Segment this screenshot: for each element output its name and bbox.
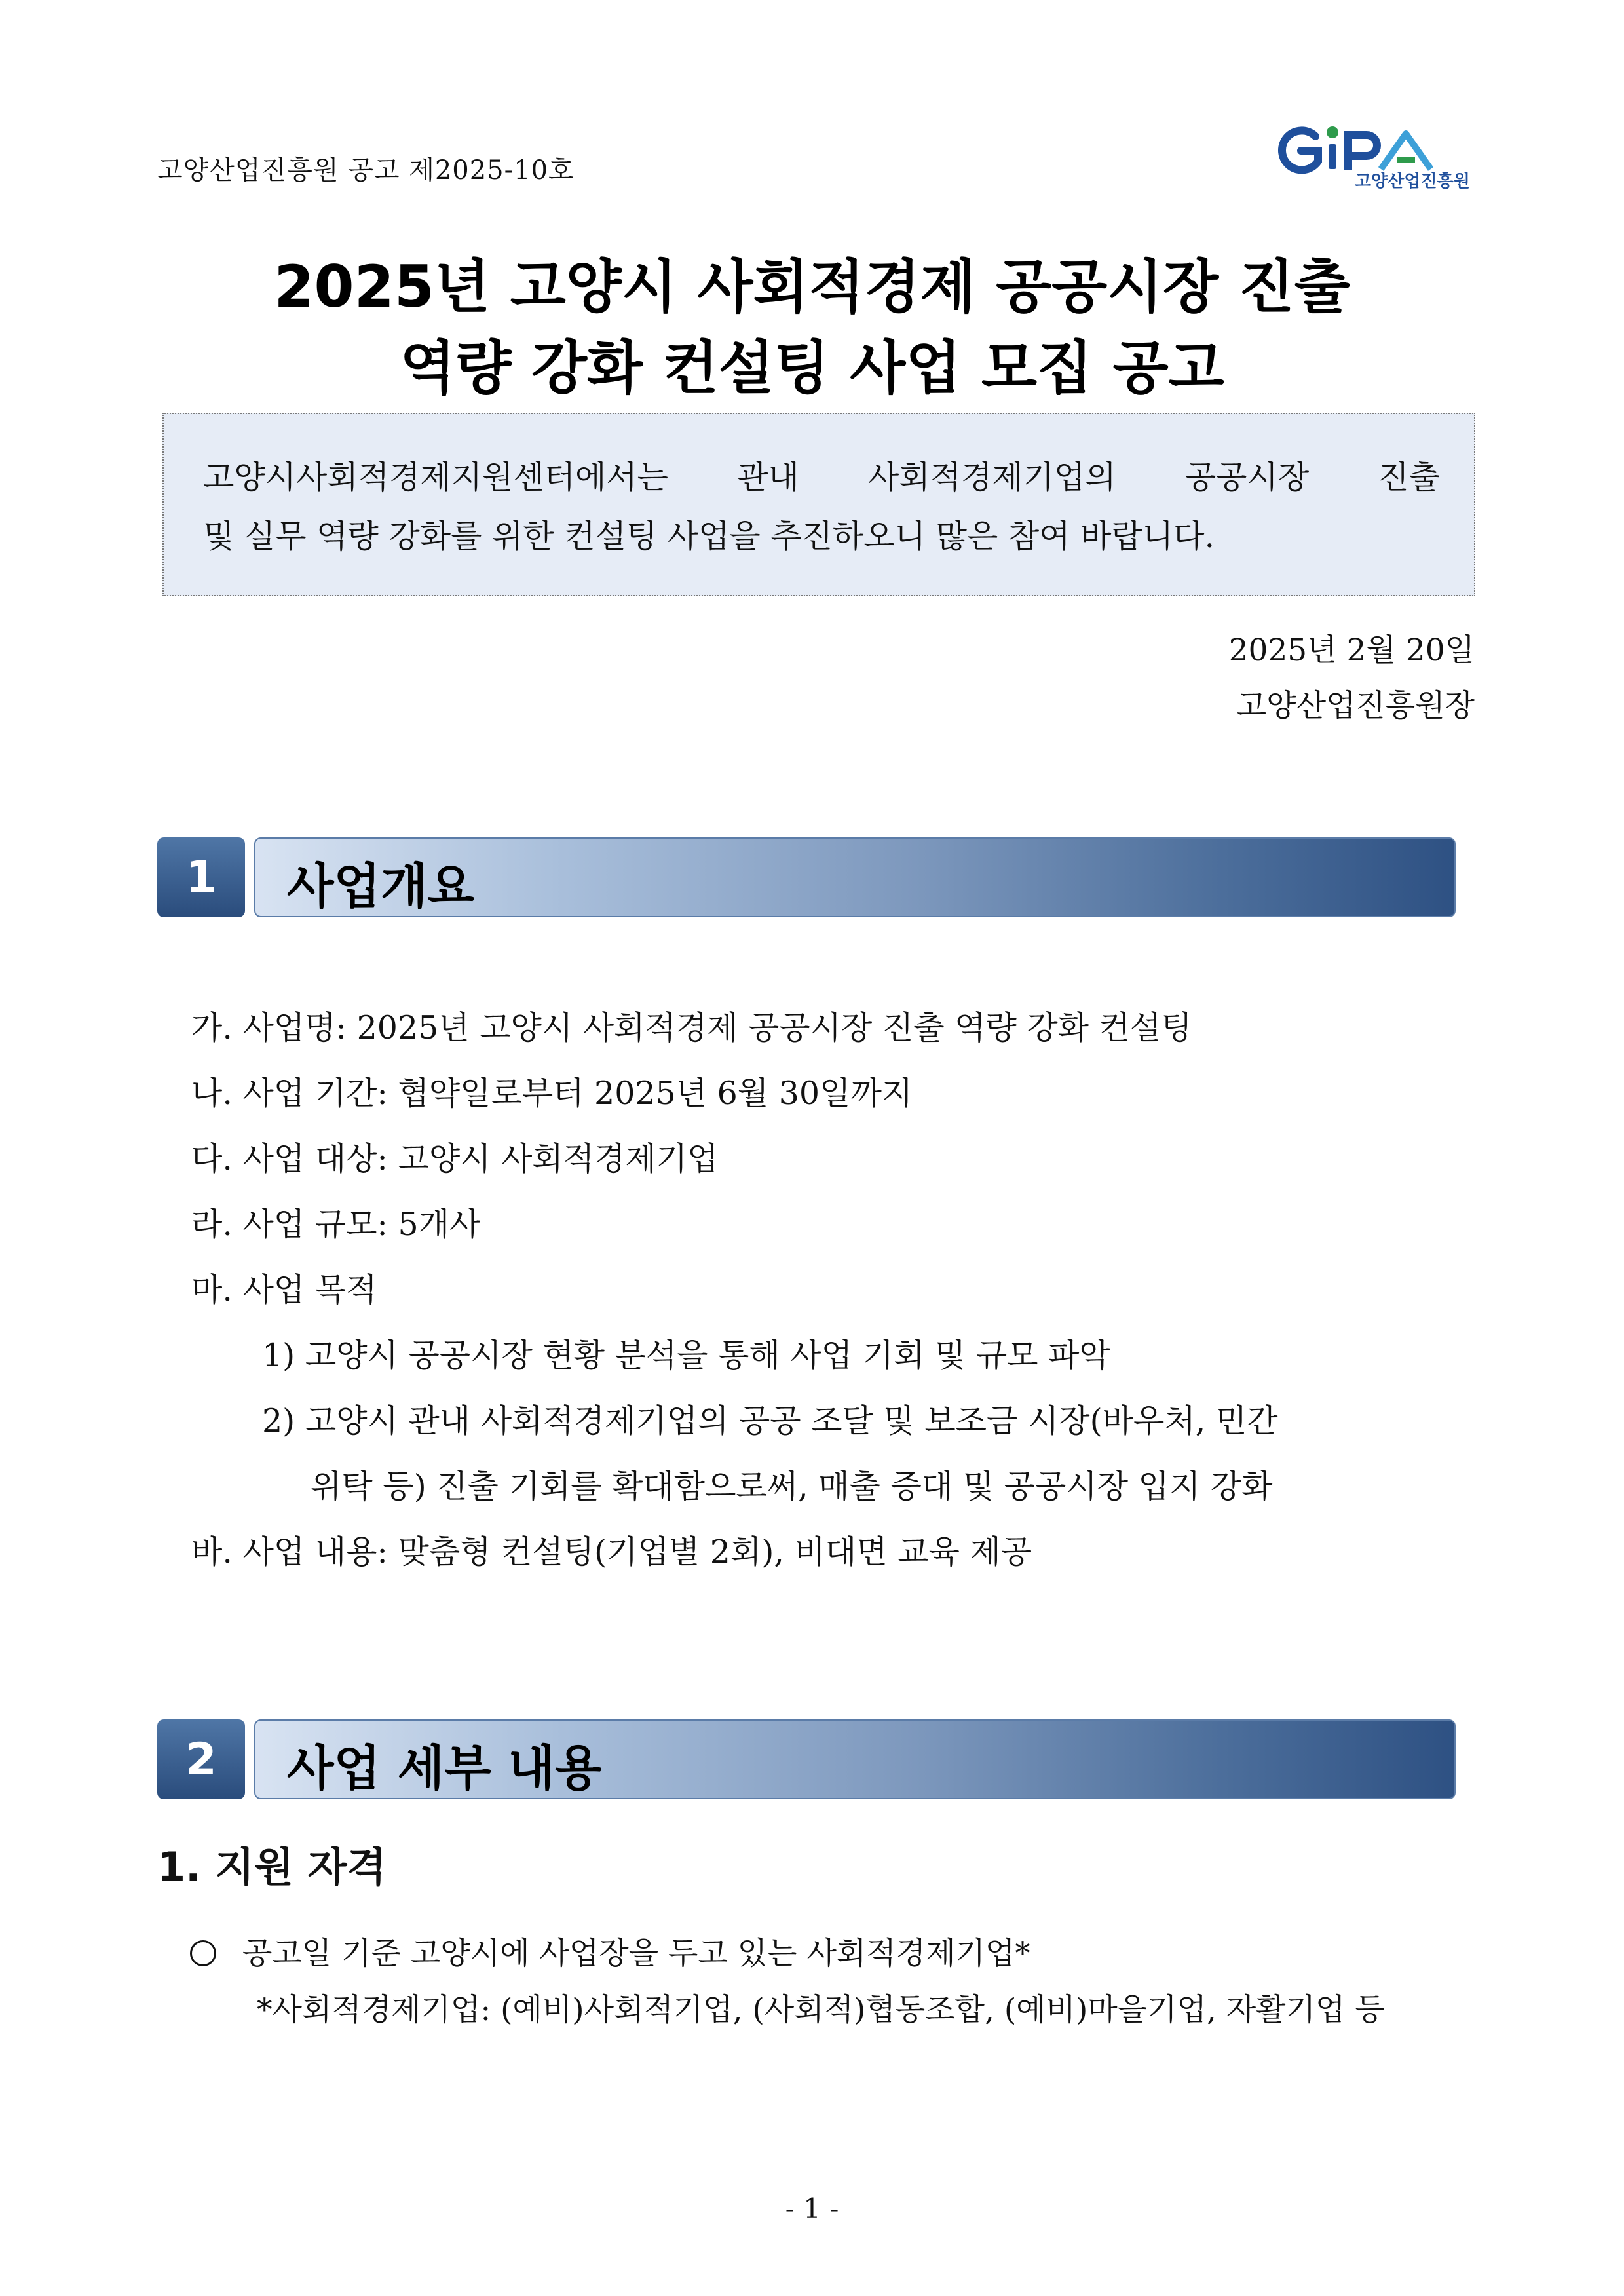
list-item: 나. 사업 기간: 협약일로부터 2025년 6월 30일까지 [191, 1075, 913, 1112]
section-title-bar [254, 1719, 1456, 1799]
gipa-logo [1277, 123, 1487, 195]
intro-box [162, 413, 1475, 596]
eligibility-item [190, 1929, 1030, 1973]
subheading-eligibility: 1. 지원 자격 [157, 1843, 387, 1891]
page-title-line-2: 역량 강화 컨설팅 사업 모집 공고 [400, 334, 1224, 402]
intro-line-1: 고양시사회적경제지원센터에서는 관내 사회적경제기업의 공공시장 진출 [203, 459, 1440, 496]
page-title-line-1: 2025년 고양시 사회적경제 공공시장 진출 [274, 253, 1350, 320]
section-title: 사업개요 [287, 858, 474, 915]
purpose-item-continued: 위탁 등) 진출 기회를 확대함으로써, 매출 증대 및 공공시장 입지 강화 [311, 1468, 1273, 1505]
circle-bullet-icon [190, 1940, 216, 1966]
purpose-item: 1) 고양시 공공시장 현황 분석을 통해 사업 기회 및 규모 파악 [262, 1337, 1110, 1374]
eligibility-text: 공고일 기준 고양시에 사업장을 두고 있는 사회적경제기업* [242, 1936, 1030, 1972]
section-2-header [157, 1719, 1456, 1799]
announcement-date: 2025년 2월 20일 [1228, 632, 1475, 668]
section-number: 1 [157, 837, 245, 917]
list-item: 다. 사업 대상: 고양시 사회적경제기업 [191, 1140, 719, 1177]
list-item: 바. 사업 내용: 맞춤형 컨설팅(기업별 2회), 비대면 교육 제공 [191, 1533, 1032, 1571]
issuer: 고양산업진흥원장 [1236, 688, 1475, 724]
eligibility-note: *사회적경제기업: (예비)사회적기업, (사회적)협동조합, (예비)마을기업, 자활기업 등 [257, 1992, 1385, 2028]
list-item: 라. 사업 규모: 5개사 [191, 1206, 481, 1243]
intro-line-2: 및 실무 역량 강화를 위한 컨설팅 사업을 추진하오니 많은 참여 바랍니다. [203, 518, 1215, 555]
purpose-item: 2) 고양시 관내 사회적경제기업의 공공 조달 및 보조금 시장(바우처, 민간 [262, 1402, 1278, 1440]
page-number: - 1 - [785, 2192, 839, 2225]
section-title: 사업 세부 내용 [287, 1740, 602, 1797]
logo-text: 고양산업진흥원 [1355, 172, 1470, 191]
list-item: 가. 사업명: 2025년 고양시 사회적경제 공공시장 진출 역량 강화 컨설팅 [191, 1009, 1192, 1046]
section-title-bar [254, 837, 1456, 917]
list-item: 마. 사업 목적 [191, 1271, 377, 1309]
section-number: 2 [157, 1719, 245, 1799]
notice-number: 고양산업진흥원 공고 제2025-10호 [157, 155, 575, 185]
section-1-header [157, 837, 1456, 917]
